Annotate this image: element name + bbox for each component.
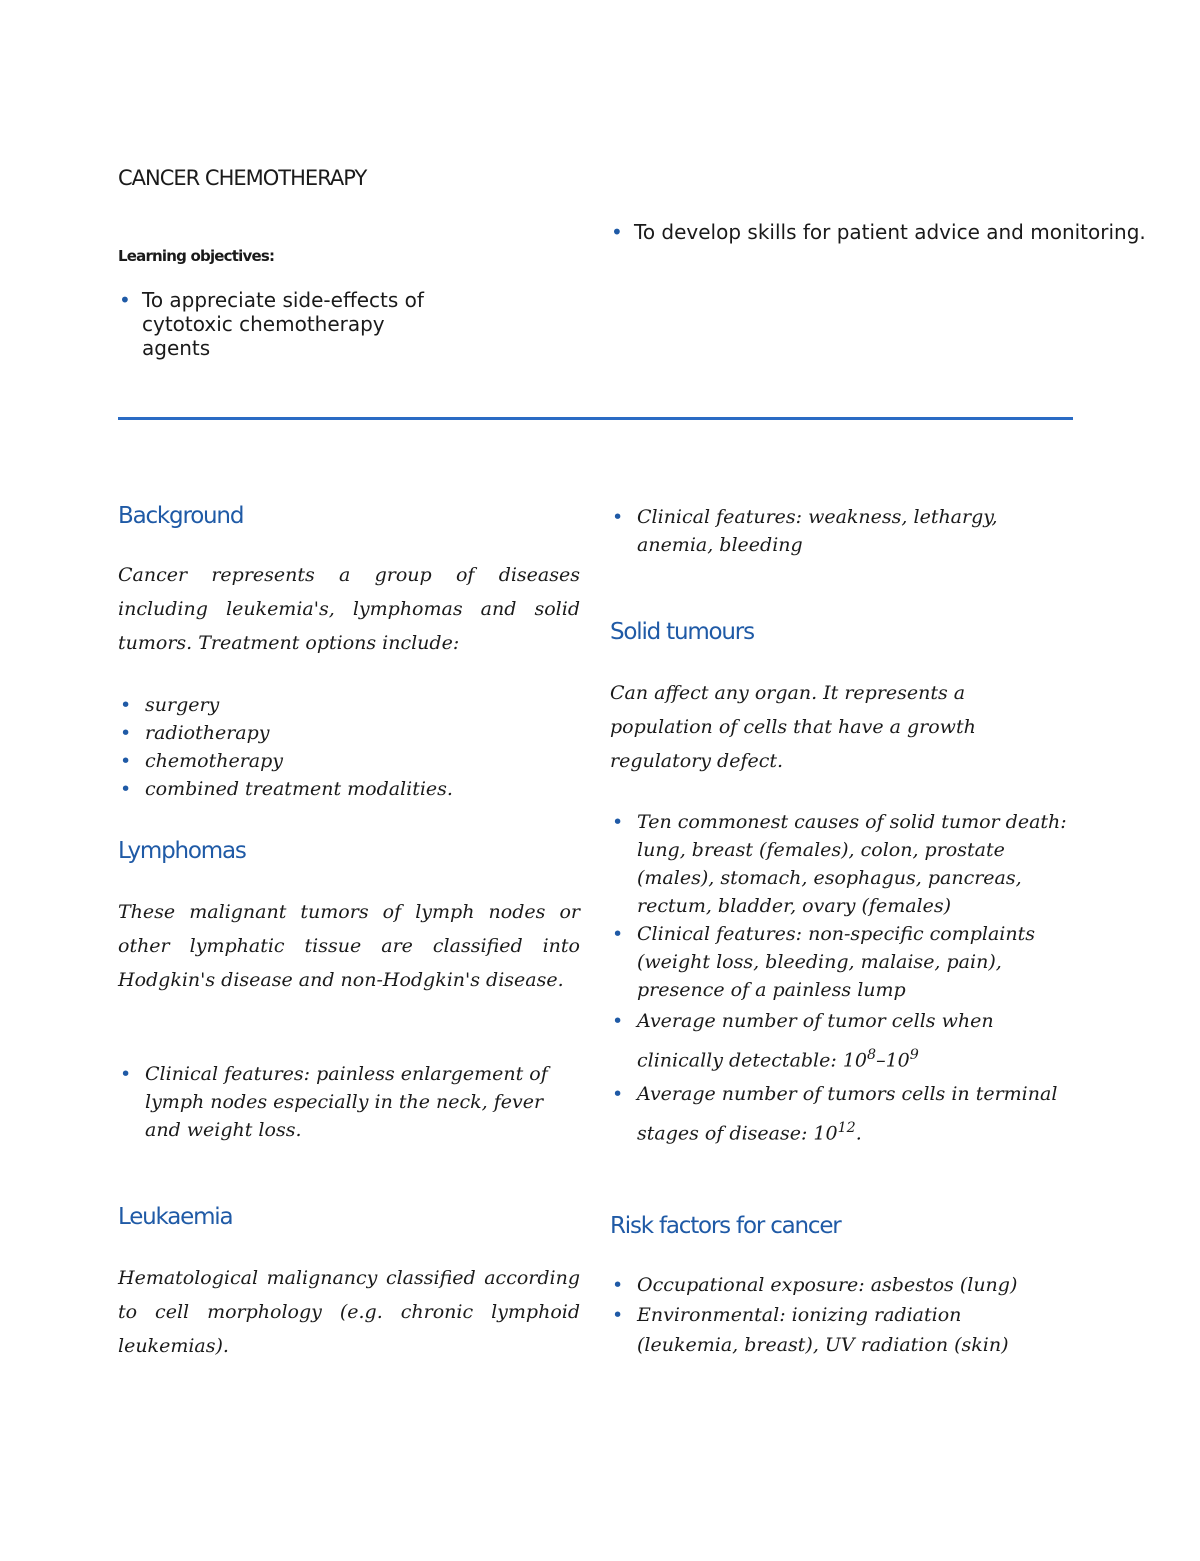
solid-tumours-heading: Solid tumours [610, 619, 754, 645]
list-item-text: Average number of tumors cells in terminal stages of disease: 10 [637, 1083, 1058, 1145]
range-separator: –10 [876, 1049, 910, 1072]
list-item: • chemotherapy [118, 747, 580, 775]
list-item: • Clinical features: painless enlargement of lymph nodes especially in the neck, fever and weight loss. [118, 1060, 548, 1144]
list-item: • radiotherapy [118, 719, 580, 747]
risk-factors-list [610, 1270, 1060, 1360]
list-item: • surgery [118, 691, 580, 719]
background-paragraph: Cancer represents a group of diseases including leukemia's, lymphomas and solid tumors. Treatment options include: [118, 564, 580, 654]
learning-objectives-heading: Learning objectives: [118, 247, 275, 265]
sentence-end: . [855, 1122, 862, 1145]
exponent: 8 [867, 1047, 877, 1063]
objectives-list-right [610, 220, 1190, 244]
list-item-tumor-cells-detectable [610, 1004, 1070, 1077]
list-item: • Environmental: ionizing radiation (leukemia, breast), UV radiation (skin) [610, 1300, 1060, 1360]
solid-tumours-list [610, 808, 1070, 1151]
solid-tumours-paragraph: Can affect any organ. It represents a population of cells that have a growth regulatory defect. [610, 682, 976, 772]
exponent: 9 [909, 1047, 919, 1063]
list-item: • combined treatment modalities. [118, 775, 580, 803]
objective-item: • To develop skills for patient advice and monitoring. [610, 220, 1190, 244]
list-item: • Occupational exposure: asbestos (lung) [610, 1270, 1060, 1300]
list-item: • Clinical features: weakness, lethargy, anemia, bleeding [610, 503, 1030, 559]
document-title: CANCER CHEMOTHERAPY [118, 166, 367, 190]
objectives-list-left [118, 288, 448, 360]
lymphomas-list [118, 1060, 548, 1144]
treatment-options-list [118, 691, 580, 803]
list-item: • Ten commonest causes of solid tumor death: lung, breast (females), colon, prostate (males), stomach, esophagus, pancreas, rectum, bladder, ovary (females) [610, 808, 1070, 920]
lymphomas-heading: Lymphomas [118, 838, 246, 864]
leukaemia-list [610, 503, 1030, 559]
list-item-tumor-cells-terminal [610, 1077, 1070, 1150]
section-divider [118, 417, 1073, 420]
risk-factors-heading: Risk factors for cancer [610, 1213, 841, 1239]
exponent: 12 [837, 1120, 856, 1137]
list-item: • Clinical features: non-specific complaints (weight loss, bleeding, malaise, pain), presence of a painless lump [610, 920, 1070, 1004]
leukaemia-heading: Leukaemia [118, 1204, 233, 1230]
objective-item: • To appreciate side-effects of cytotoxic chemotherapy agents [118, 288, 448, 360]
lymphomas-paragraph: These malignant tumors of lymph nodes or other lymphatic tissue are classified into Hodgkin's disease and non-Hodgkin's disease. [118, 901, 580, 991]
list-item-text: Average number of tumor cells when clinically detectable: 10 [637, 1010, 994, 1072]
background-heading: Background [118, 503, 244, 529]
leukaemia-paragraph: Hematological malignancy classified according to cell morphology (e.g. chronic lymphoid leukemias). [118, 1267, 580, 1357]
